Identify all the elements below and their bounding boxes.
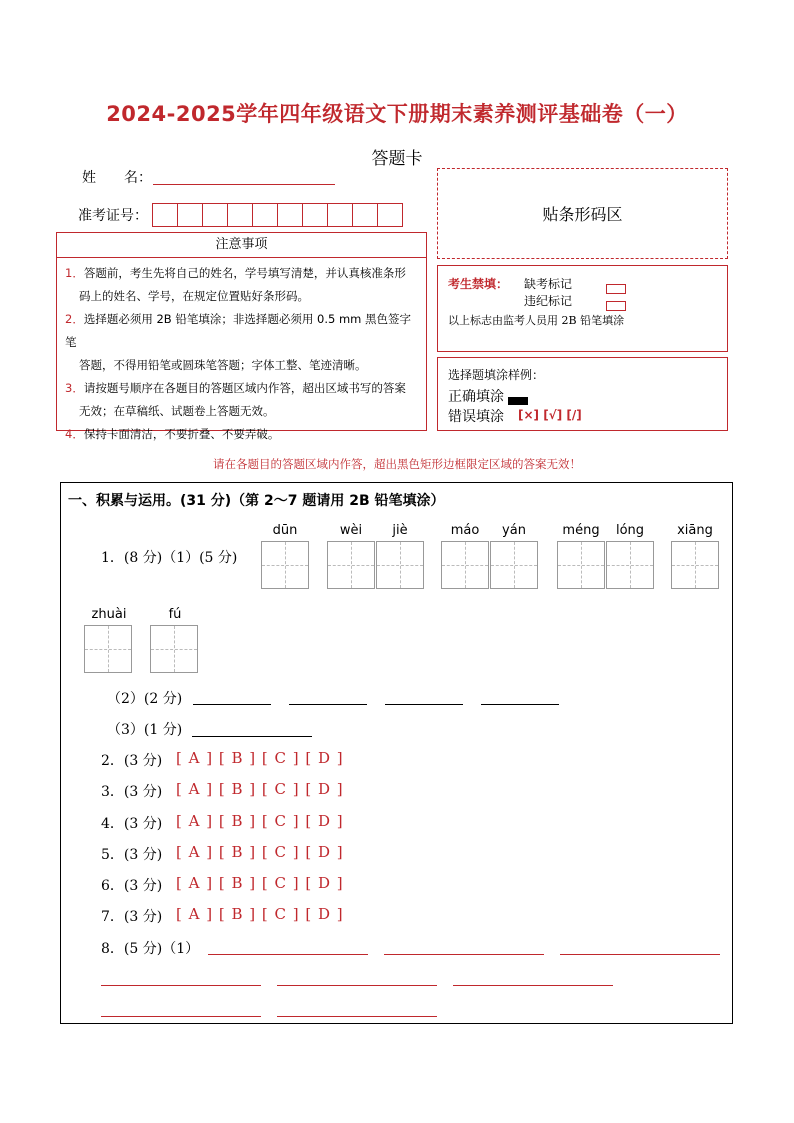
q1-label: 1．(8 分)（1）(5 分) [101, 550, 238, 566]
q6-label: 6．(3 分) [101, 878, 163, 894]
tianzi-group[interactable] [150, 625, 198, 673]
notice-num: 1． [65, 266, 84, 280]
proctor-mark-box [437, 265, 728, 352]
notice-item [65, 262, 418, 308]
tianzi-cell[interactable] [261, 541, 309, 589]
q4-options[interactable]: [ A ] [ B ] [ C ] [ D ] [176, 812, 344, 830]
answer-line[interactable] [560, 940, 720, 955]
pinyin-label: máo [450, 523, 480, 538]
section-1-answer-box [60, 482, 733, 1024]
exam-id-cell[interactable] [378, 203, 403, 227]
wrong-fill-marks: [×] [√] [/] [518, 408, 582, 422]
tianzi-group[interactable] [441, 541, 538, 589]
exam-id-cell[interactable] [353, 203, 378, 227]
q5-label: 5．(3 分) [101, 847, 163, 863]
name-field[interactable] [153, 166, 335, 185]
answer-line[interactable] [384, 940, 544, 955]
notice-text: 保持卡面清洁，不要折叠、不要弄破。 [83, 427, 280, 441]
wrong-fill-label: 错误填涂 [448, 409, 504, 425]
exam-id-cell[interactable] [178, 203, 203, 227]
fill-sample-box [437, 357, 728, 431]
answer-line[interactable] [101, 1002, 261, 1017]
barcode-area [437, 168, 728, 259]
exam-id-cell[interactable] [253, 203, 278, 227]
tianzi-cell[interactable] [557, 541, 605, 589]
proctor-note: 以上标志由监考人员用 2B 铅笔填涂 [448, 314, 625, 327]
q8-label: 8．(5 分)（1） [101, 941, 200, 957]
tianzi-group[interactable] [261, 541, 309, 589]
q3-options[interactable]: [ A ] [ B ] [ C ] [ D ] [176, 780, 344, 798]
pinyin-label: fú [168, 607, 182, 622]
tianzi-cell[interactable] [671, 541, 719, 589]
notice-text-cont: 码上的姓名、学号，在规定位置贴好条形码。 [79, 289, 309, 303]
pinyin-label: yán [502, 523, 526, 538]
answer-card-subtitle: 答题卡 [371, 149, 423, 169]
exam-id-cell[interactable] [278, 203, 303, 227]
notice-text: 请按题号顺序在各题目的答题区域内作答，超出区域书写的答案 [83, 381, 406, 395]
answer-blank[interactable] [193, 690, 271, 705]
violation-mark-box[interactable] [606, 301, 626, 311]
q1-part3-label: （3）(1 分) [107, 722, 183, 738]
q2-label: 2．(3 分) [101, 753, 163, 769]
notice-item [65, 377, 418, 423]
name-label: 姓 名： [82, 170, 152, 186]
absent-mark-box[interactable] [606, 284, 626, 294]
correct-fill-label: 正确填涂 [448, 389, 504, 405]
page-title: 2024-2025学年四年级语文下册期末素养测评基础卷（一） [106, 102, 688, 126]
exam-id-cell[interactable] [203, 203, 228, 227]
q7-options[interactable]: [ A ] [ B ] [ C ] [ D ] [176, 905, 344, 923]
q3-label: 3．(3 分) [101, 784, 163, 800]
forbidden-label: 考生禁填： [448, 277, 509, 291]
notice-num: 4． [65, 427, 84, 441]
pinyin-label: lóng [615, 523, 645, 538]
notice-list [57, 258, 426, 446]
barcode-label: 贴条形码区 [542, 205, 623, 224]
violation-label: 违纪标记 [524, 294, 573, 308]
exam-id-cell[interactable] [152, 203, 178, 227]
notice-text: 选择题必须用 2B 铅笔填涂；非选择题必须用 0.5 mm 黑色签字笔 [65, 312, 412, 349]
answer-line[interactable] [277, 971, 437, 986]
exam-id-cells[interactable] [152, 203, 403, 227]
q7-label: 7．(3 分) [101, 909, 163, 925]
tianzi-group[interactable] [671, 541, 719, 589]
answer-line[interactable] [453, 971, 613, 986]
notice-title: 注意事项 [57, 233, 426, 258]
absent-label: 缺考标记 [524, 277, 573, 291]
notice-item [65, 308, 418, 377]
notice-item [65, 423, 418, 446]
tianzi-cell[interactable] [327, 541, 375, 589]
answer-line[interactable] [277, 1002, 437, 1017]
tianzi-cell[interactable] [441, 541, 489, 589]
pinyin-label: méng [562, 523, 600, 538]
answer-blank[interactable] [385, 690, 463, 705]
notice-num: 2． [65, 312, 84, 326]
answer-blank[interactable] [192, 722, 312, 737]
notice-num: 3． [65, 381, 84, 395]
tianzi-cell[interactable] [606, 541, 654, 589]
tianzi-cell[interactable] [150, 625, 198, 673]
tianzi-group[interactable] [327, 541, 424, 589]
pinyin-label: jiè [392, 523, 408, 538]
q6-options[interactable]: [ A ] [ B ] [ C ] [ D ] [176, 874, 344, 892]
notice-text-cont: 答题，不得用铅笔或圆珠笔答题；字体工整、笔迹清晰。 [79, 358, 367, 372]
q2-options[interactable]: [ A ] [ B ] [ C ] [ D ] [176, 749, 344, 767]
answer-line[interactable] [101, 971, 261, 986]
pinyin-label: wèi [339, 523, 363, 538]
answer-line[interactable] [208, 940, 368, 955]
pinyin-label: xiāng [677, 523, 713, 538]
q4-label: 4．(3 分) [101, 816, 163, 832]
section-1-heading: 一、积累与运用。(31 分)（第 2～7 题请用 2B 铅笔填涂） [68, 493, 445, 509]
notice-box [56, 232, 427, 441]
exam-id-cell[interactable] [328, 203, 353, 227]
answer-area-warning: 请在各题目的答题区域内作答，超出黑色矩形边框限定区域的答案无效！ [213, 457, 581, 471]
answer-blank[interactable] [289, 690, 367, 705]
q1-part2-label: （2）(2 分) [107, 691, 183, 707]
notice-text-cont: 无效；在草稿纸、试题卷上答题无效。 [79, 404, 275, 418]
pinyin-label: dūn [272, 523, 298, 538]
tianzi-group[interactable] [84, 625, 132, 673]
pinyin-label: zhuài [91, 607, 127, 622]
correct-fill-mark [508, 397, 528, 405]
exam-id-cell[interactable] [303, 203, 328, 227]
answer-blank[interactable] [481, 690, 559, 705]
q5-options[interactable]: [ A ] [ B ] [ C ] [ D ] [176, 843, 344, 861]
tianzi-cell[interactable] [84, 625, 132, 673]
tianzi-cell[interactable] [490, 541, 538, 589]
tianzi-cell[interactable] [376, 541, 424, 589]
sample-title: 选择题填涂样例： [448, 368, 545, 382]
exam-id-cell[interactable] [228, 203, 253, 227]
exam-id-label: 准考证号： [78, 208, 148, 224]
tianzi-group[interactable] [557, 541, 654, 589]
notice-text: 答题前，考生先将自己的姓名，学号填写清楚，并认真核准条形 [83, 266, 406, 280]
